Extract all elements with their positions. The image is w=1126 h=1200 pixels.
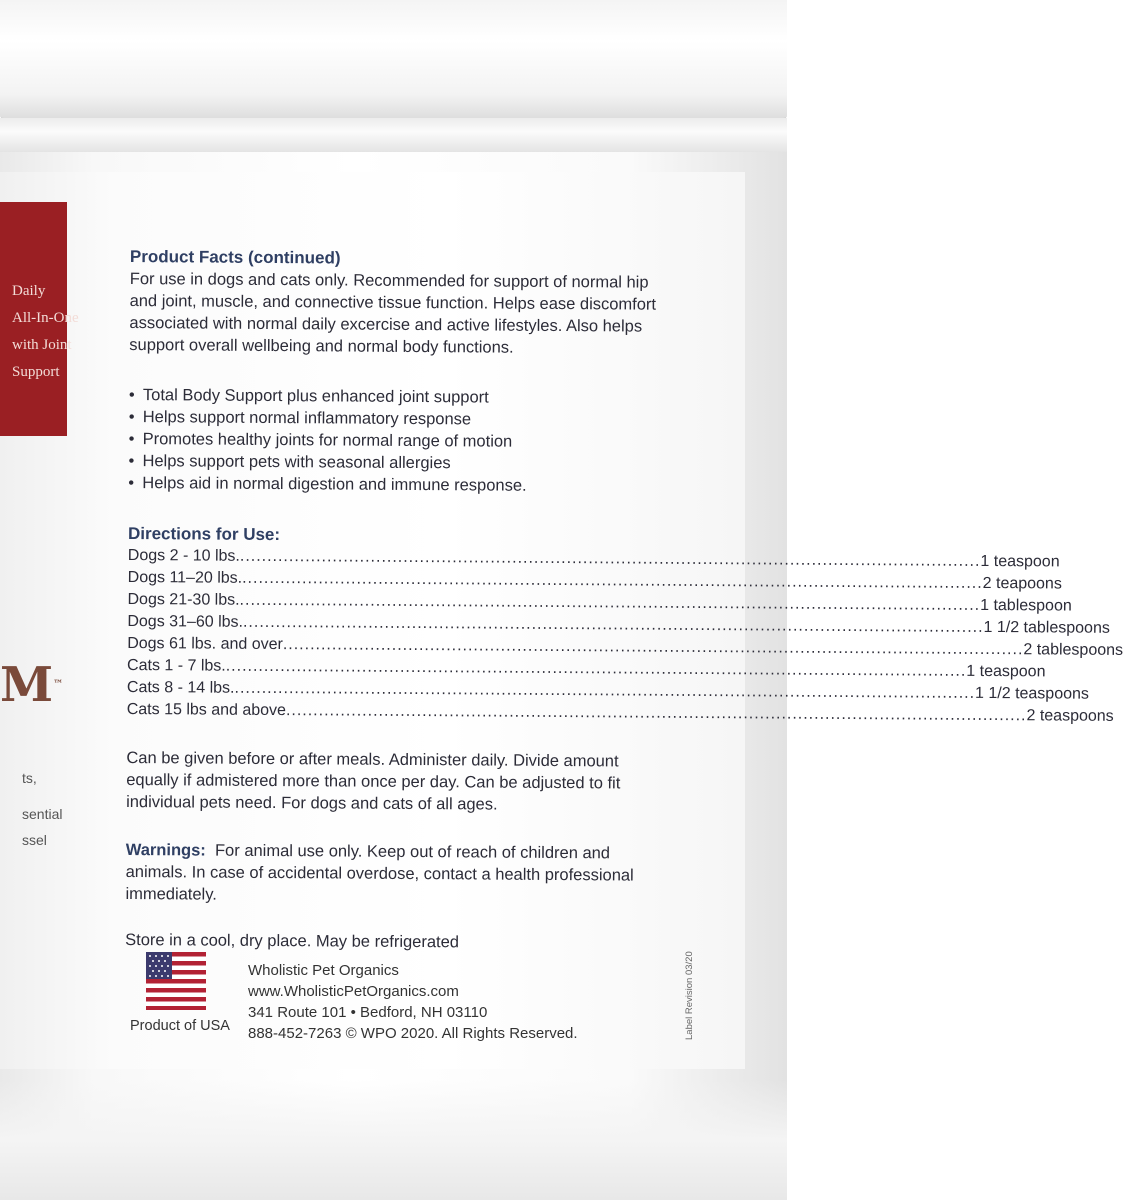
benefit-text: Helps support pets with seasonal allergies xyxy=(142,452,451,473)
warnings-text: For animal use only. Keep out of reach of children and animals. In case of accidental overdose, contact a health professional immediately. xyxy=(125,841,634,904)
brand-letter: M xyxy=(0,657,54,713)
benefits-list xyxy=(128,384,674,498)
dosage-amount: 1 teaspoon xyxy=(966,662,1046,681)
brand-letter-fragment xyxy=(0,655,64,715)
tagline-line: Support xyxy=(12,364,60,380)
tagline-line: with Joint xyxy=(12,337,72,353)
benefit-item xyxy=(128,472,673,498)
warnings-heading: Warnings: xyxy=(125,840,206,860)
dosage-weight: Cats 8 - 14 lbs. xyxy=(126,678,235,697)
product-facts-description: For use in dogs and cats only. Recommended for support of normal hip and joint, muscle, and connective tissue function. Helps ease discomfort associated with normal daily excercise and active lifestyles. Also helps support overall wellbeing and normal body functions. xyxy=(129,269,657,357)
company-address: 341 Route 101 • Bedford, NH 03110 xyxy=(248,1004,488,1021)
benefit-text: Promotes healthy joints for normal range of motion xyxy=(142,430,513,451)
dosage-row xyxy=(126,699,1114,725)
tagline-line: Daily xyxy=(12,283,46,299)
administration-text: Can be given before or after meals. Administer daily. Divide amount equally if admistered more than once per day. Can be adjusted to fit individual pets need. For dogs and cats of all ages. xyxy=(126,748,621,814)
dosage-weight: Dogs 31–60 lbs. xyxy=(127,612,244,631)
dosage-amount: 1 teaspoon xyxy=(980,552,1060,571)
dosage-amount: 2 teapoons xyxy=(982,574,1062,593)
dot-leader xyxy=(286,700,1027,727)
dosage-weight: Dogs 11–20 lbs. xyxy=(127,568,243,587)
side-text-fragment: sential xyxy=(22,806,63,822)
jar-bottom xyxy=(0,1080,787,1200)
dosage-amount: 2 tablespoons xyxy=(1023,641,1124,659)
jar-lid-rim xyxy=(0,118,787,153)
side-text-fragment: ssel xyxy=(22,832,47,848)
company-website: www.WholisticPetOrganics.com xyxy=(248,983,459,1000)
dosage-amount: 1 1/2 tablespoons xyxy=(983,618,1110,637)
dosage-amount: 1 1/2 teaspoons xyxy=(975,684,1090,703)
company-contact: 888-452-7263 © WPO 2020. All Rights Reserved. xyxy=(248,1025,578,1042)
warnings-block xyxy=(125,839,670,909)
dosage-weight: Dogs 61 lbs. and over xyxy=(127,634,283,654)
label-revision: Label Revision 03/20 xyxy=(684,951,695,1040)
company-name: Wholistic Pet Organics xyxy=(248,962,399,979)
dosage-weight: Cats 15 lbs and above xyxy=(126,700,287,720)
tagline-line: All-In-One xyxy=(12,310,79,326)
company-info xyxy=(248,960,578,1044)
dosage-weight: Cats 1 - 7 lbs. xyxy=(127,656,226,675)
jar-lid xyxy=(0,0,787,119)
product-origin: Product of USA xyxy=(130,1018,230,1034)
benefit-text: Total Body Support plus enhanced joint support xyxy=(142,386,489,407)
dosage-weight: Dogs 2 - 10 lbs. xyxy=(127,546,240,565)
dosage-amount: 1 tablespoon xyxy=(980,596,1072,615)
dosage-weight: Dogs 21-30 lbs. xyxy=(127,590,240,609)
label-content xyxy=(125,246,1124,955)
usa-flag-icon xyxy=(146,952,206,1010)
benefit-text: Helps aid in normal digestion and immune response. xyxy=(142,474,527,495)
label-footer xyxy=(130,950,690,1050)
storage-instructions: Store in a cool, dry place. May be refrigerated xyxy=(125,930,460,952)
directions-heading: Directions for Use: xyxy=(127,523,281,545)
dosage-amount: 2 teaspoons xyxy=(1026,707,1114,725)
dosage-table xyxy=(126,545,1124,725)
trademark-symbol: ™ xyxy=(53,679,64,690)
product-facts-heading: Product Facts (continued) xyxy=(129,246,341,268)
side-text-fragment: ts, xyxy=(22,770,37,786)
benefit-text: Helps support normal inflammatory response xyxy=(142,408,472,429)
red-band-tagline xyxy=(12,278,79,386)
